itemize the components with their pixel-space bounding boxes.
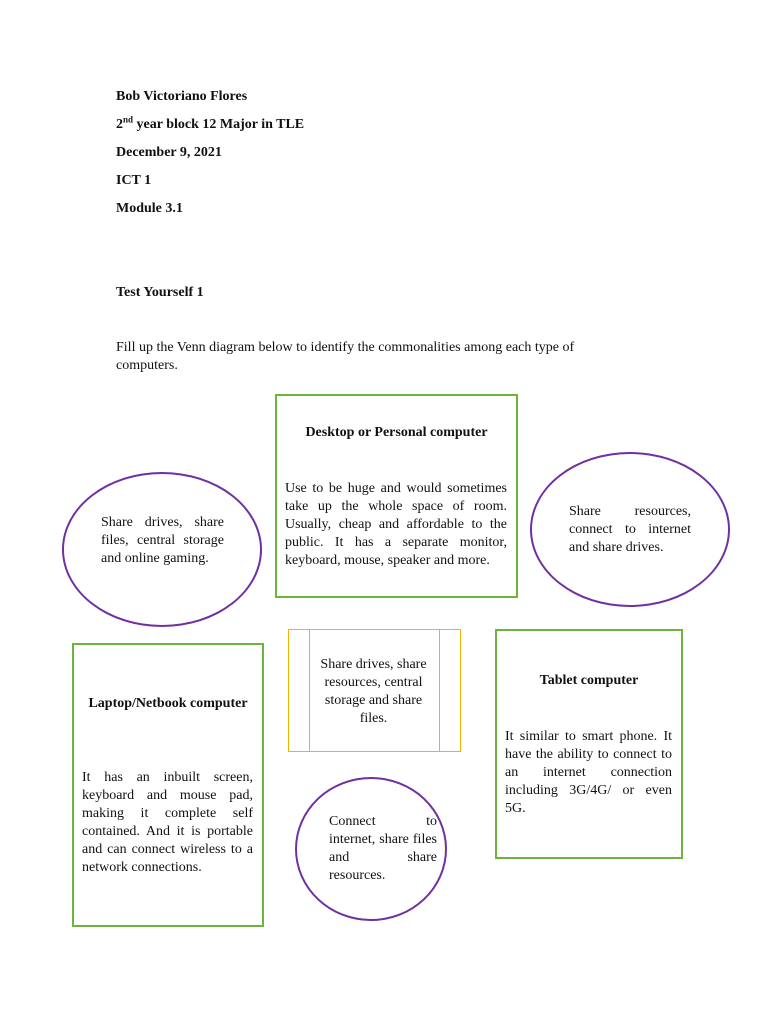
center-box-right-line xyxy=(439,630,440,751)
year-number: 2 xyxy=(116,117,123,132)
center-box-text: Share drives, share resources, central storage and share files. xyxy=(320,657,427,726)
author-name: Bob Victoriano Flores xyxy=(116,89,248,104)
section-title: Test Yourself 1 xyxy=(116,285,204,300)
tablet-box xyxy=(495,629,683,859)
date: December 9, 2021 xyxy=(116,145,222,160)
instructions: Fill up the Venn diagram below to identify the commonalities among each type of computers. xyxy=(116,340,575,373)
course: ICT 1 xyxy=(116,173,152,188)
desktop-text: Use to be huge and would sometimes take up the whole space of room. Usually, cheap and affordable to the public. It has a separate monitor, keyboard, mouse, speaker and more. xyxy=(285,481,507,568)
module: Module 3.1 xyxy=(116,201,183,216)
year-ordinal: nd xyxy=(123,114,134,125)
right-oval xyxy=(530,452,730,607)
left-oval xyxy=(62,472,262,627)
tablet-title: Tablet computer xyxy=(539,673,639,688)
desktop-title: Desktop or Personal computer xyxy=(305,425,488,440)
left-oval-text: Share drives, share files, central storage and online gaming. xyxy=(101,515,224,566)
bottom-oval xyxy=(295,777,447,921)
year-rest: year block 12 Major in TLE xyxy=(133,117,305,132)
right-oval-text: Share resources, connect to internet and share drives. xyxy=(569,504,691,555)
year-block-line xyxy=(116,116,304,134)
laptop-box xyxy=(72,643,264,927)
tablet-text: It similar to smart phone. It have the ability to connect to an internet connection including 3G/4G/ or even 5G. xyxy=(505,729,672,816)
bottom-oval-text: Connect to internet, share files and share resources. xyxy=(329,814,437,883)
desktop-box xyxy=(275,394,518,598)
center-box xyxy=(288,629,461,752)
center-box-left-line xyxy=(309,630,310,751)
laptop-text: It has an inbuilt screen, keyboard and mouse pad, making it complete self contained. And it is portable and can connect wireless to a network connections. xyxy=(82,770,253,875)
laptop-title: Laptop/Netbook computer xyxy=(88,696,248,711)
